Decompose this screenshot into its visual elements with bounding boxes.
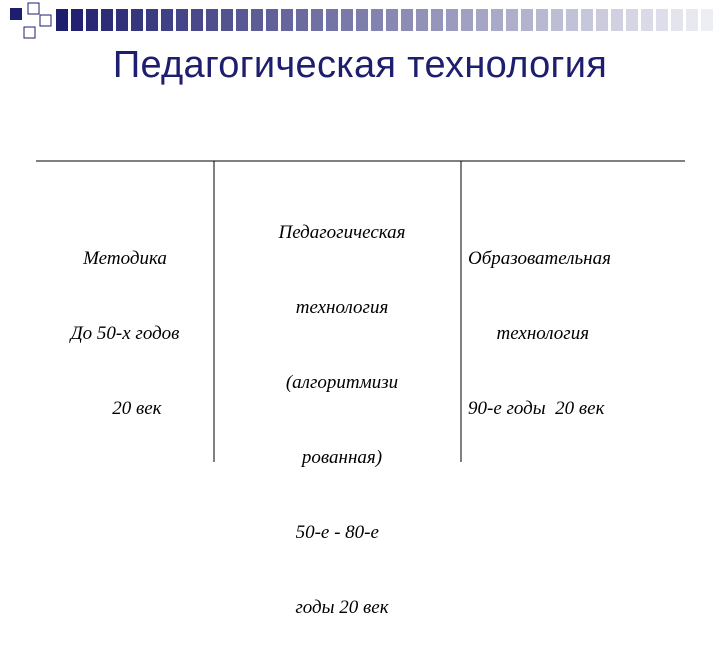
column-line: технология <box>468 323 590 344</box>
deco-gradient-square <box>521 9 533 31</box>
decorative-square-strip <box>0 0 720 40</box>
column-line: Образовательная <box>468 248 611 269</box>
deco-square-hollow-2 <box>40 15 51 26</box>
deco-gradient-square <box>701 9 713 31</box>
deco-gradient-square <box>371 9 383 31</box>
deco-gradient-square <box>476 9 488 31</box>
column-line: (алгоритмизи <box>285 372 399 393</box>
deco-gradient-square <box>161 9 173 31</box>
deco-gradient-square <box>656 9 668 31</box>
deco-gradient-square <box>386 9 398 31</box>
column-line: 90-е годы 20 век <box>468 398 605 419</box>
deco-gradient-square <box>416 9 428 31</box>
deco-gradient-square <box>146 9 158 31</box>
deco-gradient-square <box>236 9 248 31</box>
deco-gradient-square <box>56 9 68 31</box>
column-line: рованная) <box>301 447 383 468</box>
deco-gradient-square <box>581 9 593 31</box>
deco-gradient-squares <box>56 9 713 31</box>
deco-gradient-square <box>206 9 218 31</box>
column-educational-technology <box>468 196 678 446</box>
deco-gradient-square <box>611 9 623 31</box>
deco-gradient-square <box>266 9 278 31</box>
slide-title: Педагогическая технология <box>112 44 608 86</box>
deco-gradient-square <box>101 9 113 31</box>
deco-gradient-square <box>326 9 338 31</box>
column-line: Педагогическая <box>278 222 406 243</box>
deco-gradient-square <box>296 9 308 31</box>
deco-gradient-square <box>461 9 473 31</box>
deco-gradient-square <box>356 9 368 31</box>
deco-gradient-square <box>506 9 518 31</box>
column-line: 50-е - 80-е <box>295 522 389 543</box>
deco-gradient-square <box>536 9 548 31</box>
deco-square-hollow-1 <box>28 3 39 14</box>
column-pedagogical-technology <box>232 170 452 645</box>
deco-gradient-square <box>431 9 443 31</box>
deco-gradient-square <box>686 9 698 31</box>
deco-gradient-square <box>341 9 353 31</box>
deco-gradient-square <box>626 9 638 31</box>
deco-gradient-square <box>671 9 683 31</box>
deco-gradient-square <box>281 9 293 31</box>
deco-gradient-square <box>401 9 413 31</box>
deco-gradient-square <box>191 9 203 31</box>
deco-gradient-square <box>491 9 503 31</box>
deco-gradient-square <box>131 9 143 31</box>
deco-square-filled-1 <box>10 8 22 20</box>
deco-gradient-square <box>641 9 653 31</box>
deco-gradient-square <box>446 9 458 31</box>
deco-gradient-square <box>566 9 578 31</box>
deco-gradient-square <box>71 9 83 31</box>
deco-gradient-square <box>116 9 128 31</box>
deco-gradient-square <box>251 9 263 31</box>
deco-gradient-square <box>86 9 98 31</box>
column-line: годы 20 век <box>295 597 389 618</box>
column-line: 20 век <box>88 398 162 419</box>
deco-square-hollow-3 <box>24 27 35 38</box>
deco-gradient-square <box>176 9 188 31</box>
column-line: технология <box>295 297 389 318</box>
deco-gradient-square <box>551 9 563 31</box>
column-line: До 50-х годов <box>70 323 180 344</box>
deco-gradient-square <box>311 9 323 31</box>
deco-gradient-square <box>221 9 233 31</box>
deco-gradient-square <box>596 9 608 31</box>
column-methodology <box>40 196 210 446</box>
column-line: Методика <box>83 248 167 269</box>
